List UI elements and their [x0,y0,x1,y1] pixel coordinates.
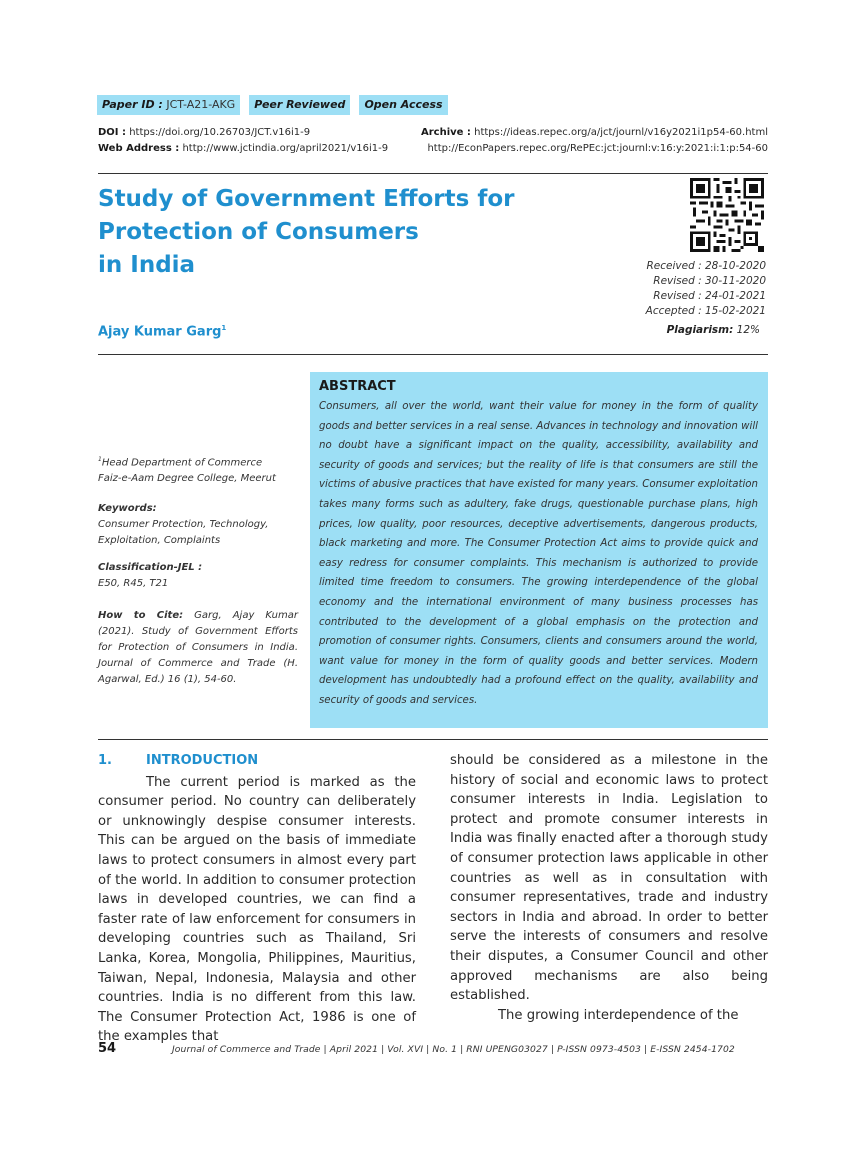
paper-title [98,183,518,282]
section-number: 1. [98,753,112,768]
abstract-box [310,372,768,728]
author-divider [98,354,768,355]
section-title: INTRODUCTION [146,753,259,768]
intro-paragraph-1-cont: should be considered as a milestone in the history of social and economic laws to protect consumer interests in India. Legislation to protect and promote consumer interests in India was finally enacted after a thorough study of consumer protection laws applicable in other countries as well as in consultation with consumer representatives, trade and industry sectors in India and abroad. In order to better serve the interests of consumers and resolve their disputes, a Consumer Council and other approved mechanisms are also being established. [450,753,768,1004]
accepted-date: Accepted : 15-02-2021 [645,305,766,317]
author-name-text: Ajay Kumar Garg [98,324,222,340]
jel-value: E50, R45, T21 [98,578,169,589]
keywords [98,501,298,549]
journal-info: Journal of Commerce and Trade | April 2021 | Vol. XVI | No. 1 | RNI UPENG03027 | P-ISSN 0973-4503 | E-ISSN 2454-1702 [172,1044,735,1055]
plagiarism-value: 12% [736,324,760,336]
keywords-label: Keywords: [98,503,157,514]
affiliation-line-2: Faiz-e-Aam Degree College, Meerut [98,473,276,485]
keywords-value: Consumer Protection, Technology, Exploitation, Complaints [98,519,269,546]
archive-link-2[interactable]: http://EconPapers.repec.org/RePEc:jct:journl:v:16:y:2021:i:1:p:54-60 [427,143,768,154]
doi-block [98,125,388,157]
classification-jel [98,560,298,592]
title-line-3: in India [98,252,196,278]
body-column-left [98,751,416,1047]
peer-reviewed-tag [249,95,350,115]
page-footer [98,1041,768,1056]
qr-code-icon [690,178,764,252]
intro-paragraph-2: The growing interdependence of the [498,1007,739,1023]
affiliation [98,452,298,487]
paper-tags [97,95,448,115]
body-column-right [450,751,768,1025]
page-number: 54 [98,1041,117,1056]
intro-paragraph-1: The current period is marked as the consumer period. No country can deliberately or unknowingly despise consumer interests. This can be argued on the basis of immediate laws to protect consumers in almost every part of the world. In addition to consumer protection laws in developed countries, we can find a faster rate of law enforcement for consumers in developing countries such as Thailand, Sri Lanka, Korea, Mongolia, Philippines, Mauritius, Taiwan, Nepal, Indonesia, Malaysia and other countries. India is no different from this law. The Consumer Protection Act, 1986 is one of the examples that [98,774,416,1045]
revised-date-1: Revised : 30-11-2020 [653,275,766,287]
archive-label: Archive : [421,127,471,138]
abstract-divider [98,739,768,740]
revised-date-2: Revised : 24-01-2021 [653,290,766,302]
doi-link[interactable]: https://doi.org/10.26703/JCT.v16i1-9 [129,127,311,138]
section-heading [98,751,416,771]
author-name [98,324,226,339]
abstract-text: Consumers, all over the world, want their value for money in the form of quality goods and better services in a real sense. Advances in technology and innovation will no doubt have a significant impact on the quality, accessibility, availability and security of goods and services; but the reality of life is that consumers are still the victims of abusive practices that have existed for many years. Consumer exploitation takes many forms such as adultery, fake drugs, questionable purchase plans, high prices, low quality, poor resources, deceptive advertisements, dangerous products, black marketing and more. The Consumer Protection Act aims to provide quick and easy redress for consumer complaints. This mechanism is authorized to provide limited time freedom to consumers. The growing interdependence of the global economy and the international environment of many business processes has contributed to the development of a global emphasis on the protection and promotion of consumer rights. Consumers, clients and consumers around the world, want value for money in the form of quality goods and better services. Modern development has undoubtedly had a profound effect on the quality, availability and security of goods and services. [319,401,758,706]
submission-dates [646,259,766,319]
abstract-heading: ABSTRACT [319,379,396,394]
author-sup: 1 [221,324,227,332]
jel-label: Classification-JEL : [98,562,203,573]
archive-link-1[interactable]: https://ideas.repec.org/a/jct/journl/v16y2021i1p54-60.html [474,127,768,138]
web-link[interactable]: http://www.jctindia.org/april2021/v16i1-9 [182,143,389,154]
affiliation-sup: 1 [98,456,102,463]
cite-label: How to Cite: [98,610,184,621]
title-line-1: Study of Government Efforts for [98,186,515,212]
paper-id-tag [97,95,240,115]
received-date: Received : 28-10-2020 [646,260,766,272]
cite-value: Garg, Ajay Kumar (2021). Study of Government Efforts for Protection of Consumers in India. Journal of Commerce and Trade (H. Agarwal, Ed.) 16 (1), 54-60. [98,610,298,685]
how-to-cite [98,608,298,688]
open-access-tag [359,95,447,115]
peer-reviewed-label: Peer Reviewed [254,98,346,111]
title-line-2: Protection of Consumers [98,219,419,245]
affiliation-line-1: Head Department of Commerce [101,457,263,469]
plagiarism-info [667,324,760,336]
archive-block [421,125,768,157]
paper-id-value: JCT-A21-AKG [166,98,236,111]
paper-id-label: Paper ID : [102,98,163,111]
open-access-label: Open Access [364,98,443,111]
web-label: Web Address : [98,143,180,154]
doi-label: DOI : [98,127,127,138]
plagiarism-label: Plagiarism: [666,324,734,336]
header-divider [98,173,768,174]
